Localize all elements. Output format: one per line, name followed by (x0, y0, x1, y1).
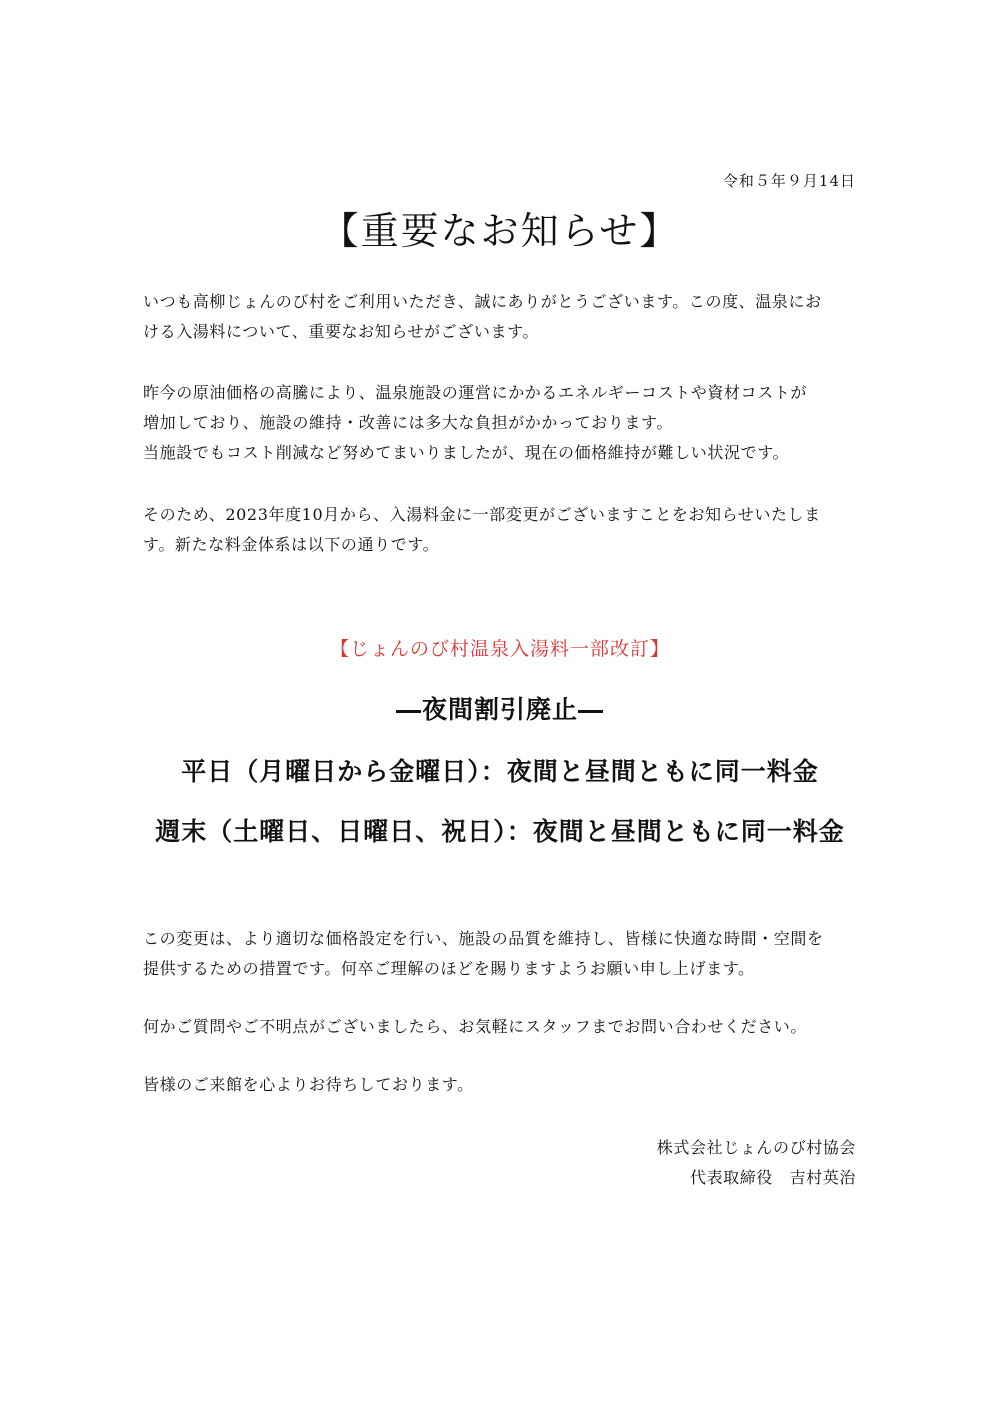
revision-subheading: ―夜間割引廃止― (395, 695, 604, 724)
reason-paragraph (143, 378, 859, 468)
weekend-rate-line: 週末（土曜日、日曜日、祝日）：夜間と昼間ともに同一料金 (155, 817, 845, 846)
weekday-rate-line: 平日（月曜日から金曜日）：夜間と昼間ともに同一料金 (181, 757, 819, 786)
signature-block (657, 1133, 856, 1193)
intro-line: ける入湯料について、重要なお知らせがございます。 (143, 322, 540, 341)
intro-line: いつも高柳じょんのび村をご利用いただき、誠にありがとうございます。この度、温泉にお (143, 292, 822, 311)
welcome-line: 皆様のご来館を心よりお待ちしております。 (143, 1075, 474, 1094)
representative-name: 代表取締役 吉村英治 (689, 1168, 856, 1187)
purpose-line: この変更は、より適切な価格設定を行い、施設の品質を維持し、皆様に快適な時間・空間を (143, 929, 824, 948)
announcement-paragraph (143, 500, 859, 560)
page-title: 【重要なお知らせ】 (320, 209, 680, 253)
reason-line: 当施設でもコスト削減など努めてまいりましたが、現在の価格維持が難しい状況です。 (143, 443, 790, 462)
welcome-paragraph (143, 1070, 859, 1100)
reason-line: 昨今の原油価格の高騰により、温泉施設の運営にかかるエネルギーコストや資材コストが (143, 383, 808, 402)
company-name: 株式会社じょんのび村協会 (656, 1138, 856, 1157)
announcement-line: す。新たな料金体系は以下の通りです。 (143, 535, 440, 554)
intro-paragraph (143, 287, 859, 347)
notice-date: 令和５年９月14日 (722, 172, 856, 190)
announcement-line: そのため、2023年度10月から、入湯料金に一部変更がございますことをお知らせいたしま (143, 505, 821, 524)
purpose-line: 提供するための措置です。何卒ご理解のほどを賜りますようお願い申し上げます。 (143, 959, 755, 978)
contact-line: 何かご質問やご不明点がございましたら、お気軽にスタッフまでお問い合わせください。 (143, 1017, 808, 1036)
purpose-paragraph (143, 924, 859, 984)
revision-heading: 【じょんのび村温泉入湯料一部改訂】 (329, 638, 670, 660)
reason-line: 増加しており、施設の維持・改善には多大な負担がかかっております。 (143, 413, 673, 432)
contact-paragraph (143, 1012, 859, 1042)
